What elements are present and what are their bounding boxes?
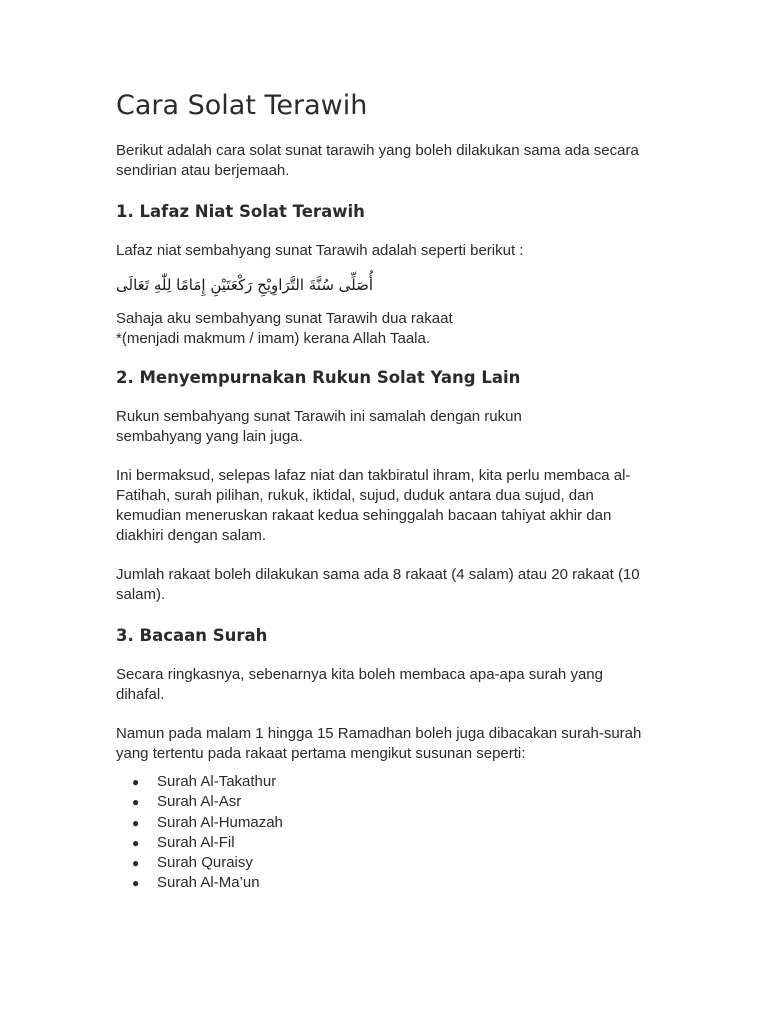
section-2-paragraph-1: Rukun sembahyang sunat Tarawih ini samalah dengan rukun sembahyang yang lain juga.	[116, 408, 522, 445]
bullet-icon: ●	[132, 876, 140, 891]
section-3-paragraph-1: Secara ringkasnya, sebenarnya kita boleh membaca apa-apa surah yang dihafal.	[116, 666, 603, 703]
surah-name: Surah Quraisy	[157, 854, 253, 872]
list-item	[116, 873, 656, 893]
surah-name: Surah Al-Humazah	[157, 813, 283, 831]
list-item	[116, 833, 656, 853]
list-item	[116, 772, 656, 792]
section-1-heading: 1. Lafaz Niat Solat Terawih	[116, 202, 365, 221]
niat-translation-line-2: *(menjadi makmum / imam) kerana Allah Taala.	[116, 330, 431, 347]
list-item	[116, 853, 656, 873]
section-2-paragraph-3: Jumlah rakaat boleh dilakukan sama ada 8 rakaat (4 salam) atau 20 rakaat (10 salam).	[116, 566, 640, 603]
bullet-icon: ●	[132, 775, 140, 789]
bullet-icon: ●	[132, 835, 140, 850]
surah-name: Surah Al-Fil	[157, 833, 235, 851]
list-item	[116, 813, 656, 833]
bullet-icon: ●	[132, 795, 140, 810]
bullet-icon: ●	[132, 815, 140, 830]
bullet-icon: ●	[132, 856, 140, 871]
section-3-heading: 3. Bacaan Surah	[116, 626, 268, 645]
intro-paragraph: Berikut adalah cara solat sunat tarawih yang boleh dilakukan sama ada secara sendirian atau berjemaah.	[116, 142, 639, 179]
niat-arabic-text: أُصَلِّى سُنَّةَ التَّرَاوِيْحِ رَكْعَتَيْنِ إِمَامًا لِلّٰهِ تَعَالَى	[116, 276, 374, 294]
surah-name: Surah Al-Asr	[157, 793, 242, 811]
surah-name: Surah Al-Takathur	[157, 773, 277, 790]
section-1-lead: Lafaz niat sembahyang sunat Tarawih adalah seperti berikut :	[116, 242, 524, 259]
section-2-heading: 2. Menyempurnakan Rukun Solat Yang Lain	[116, 368, 521, 387]
section-2-paragraph-2: Ini bermaksud, selepas lafaz niat dan takbiratul ihram, kita perlu membaca al-Fatihah, surah pilihan, rukuk, iktidal, sujud, duduk antara dua sujud, dan kemudian meneruskan rakaat kedua sehinggalah bacaan tahiyat akhir dan diakhiri dengan salam.	[116, 467, 631, 544]
article	[116, 88, 656, 894]
page-title: Cara Solat Terawih	[116, 90, 368, 121]
surah-list	[116, 772, 656, 894]
niat-translation-line-1: Sahaja aku sembahyang sunat Tarawih dua rakaat	[116, 310, 453, 327]
surah-name: Surah Al-Ma’un	[157, 874, 260, 892]
list-item	[116, 792, 656, 812]
section-3-paragraph-2: Namun pada malam 1 hingga 15 Ramadhan boleh juga dibacakan surah-surah yang tertentu pada rakaat pertama mengikut susunan seperti:	[116, 725, 642, 762]
niat-translation	[116, 309, 656, 349]
